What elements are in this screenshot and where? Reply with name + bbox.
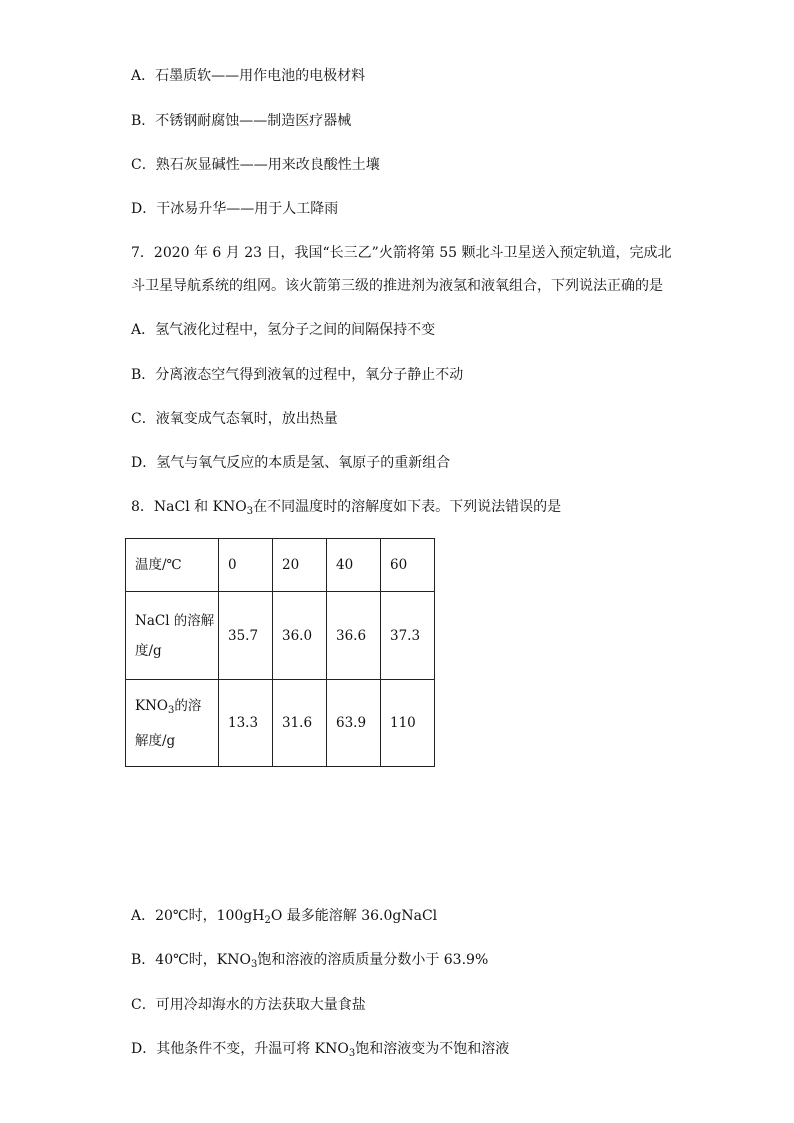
q7-option-a: A．氢气液化过程中，氢分子之间的间隔保持不变 bbox=[131, 322, 436, 338]
temperature-cell: 40 bbox=[327, 539, 381, 592]
kno3-label-pre: KNO bbox=[135, 697, 168, 714]
q8-option-c: C．可用冷却海水的方法获取大量食盐 bbox=[131, 997, 366, 1013]
q7-stem-line1: 7．2020 年 6 月 23 日，我国“长三乙”火箭将第 55 颗北斗卫星送入预定轨道，完成北 bbox=[131, 245, 672, 261]
nacl-value-cell: 36.0 bbox=[273, 592, 327, 680]
kno3-value-cell: 110 bbox=[381, 680, 435, 767]
solubility-table bbox=[125, 538, 435, 767]
q8-d-pre: D．其他条件不变，升温可将 KNO bbox=[131, 1041, 349, 1057]
kno3-value-cell: 31.6 bbox=[273, 680, 327, 767]
q8-b-pre: B．40℃时，KNO bbox=[131, 952, 251, 968]
q8-a-pre: A．20℃时，100gH bbox=[131, 908, 265, 924]
q8-d-post: 饱和溶液变为不饱和溶液 bbox=[355, 1041, 510, 1057]
q7-option-c: C．液氧变成气态氧时，放出热量 bbox=[131, 411, 338, 427]
table-row-nacl bbox=[126, 592, 435, 680]
q8-b-sub: 3 bbox=[250, 959, 258, 970]
kno3-label bbox=[126, 680, 219, 767]
nacl-label bbox=[126, 592, 219, 680]
kno3-label-sub: 3 bbox=[167, 704, 175, 716]
nacl-label-line2: 度/g bbox=[135, 642, 162, 659]
temperature-cell: 60 bbox=[381, 539, 435, 592]
kno3-label-post: 的溶 bbox=[174, 697, 202, 714]
q8-d-sub: 3 bbox=[348, 1048, 356, 1059]
kno3-label-line2: 解度/g bbox=[135, 732, 176, 749]
temperature-cell: 0 bbox=[219, 539, 273, 592]
q8-stem-post: 在不同温度时的溶解度如下表。下列说法错误的是 bbox=[253, 499, 562, 515]
q6-option-b: B．不锈钢耐腐蚀——制造医疗器械 bbox=[131, 113, 352, 129]
table-row-temperature bbox=[126, 539, 435, 592]
temperature-cell: 20 bbox=[273, 539, 327, 592]
q7-option-d: D．氢气与氧气反应的本质是氢、氧原子的重新组合 bbox=[131, 455, 451, 471]
nacl-value-cell: 36.6 bbox=[327, 592, 381, 680]
q8-stem-pre: 8．NaCl 和 KNO bbox=[131, 499, 247, 515]
kno3-value-cell: 63.9 bbox=[327, 680, 381, 767]
nacl-value-cell: 37.3 bbox=[381, 592, 435, 680]
q6-option-c: C．熟石灰显碱性——用来改良酸性土壤 bbox=[131, 157, 380, 173]
q8-b-post: 饱和溶液的溶质质量分数小于 63.9% bbox=[257, 952, 489, 968]
q7-option-b: B．分离液态空气得到液氧的过程中，氧分子静止不动 bbox=[131, 367, 464, 383]
table-row-kno3 bbox=[126, 680, 435, 767]
q8-stem-sub: 3 bbox=[246, 506, 254, 517]
q7-stem-line2: 斗卫星导航系统的组网。该火箭第三级的推进剂为液氢和液氧组合，下列说法正确的是 bbox=[131, 278, 663, 294]
kno3-value-cell: 13.3 bbox=[219, 680, 273, 767]
q6-option-a: A．石墨质软——用作电池的电极材料 bbox=[131, 68, 366, 84]
q8-option-a bbox=[131, 906, 437, 931]
q6-option-d: D．干冰易升华——用于人工降雨 bbox=[131, 201, 339, 217]
q8-option-b bbox=[131, 950, 488, 975]
q8-option-d bbox=[131, 1039, 509, 1064]
nacl-value-cell: 35.7 bbox=[219, 592, 273, 680]
q8-stem bbox=[131, 497, 561, 522]
nacl-label-line1: NaCl 的溶解 bbox=[135, 612, 215, 629]
q8-a-sub: 2 bbox=[264, 915, 271, 926]
temperature-label: 温度/℃ bbox=[126, 539, 219, 592]
kno3-label-line1 bbox=[135, 691, 218, 726]
q8-a-post: O 最多能溶解 36.0gNaCl bbox=[270, 908, 438, 924]
